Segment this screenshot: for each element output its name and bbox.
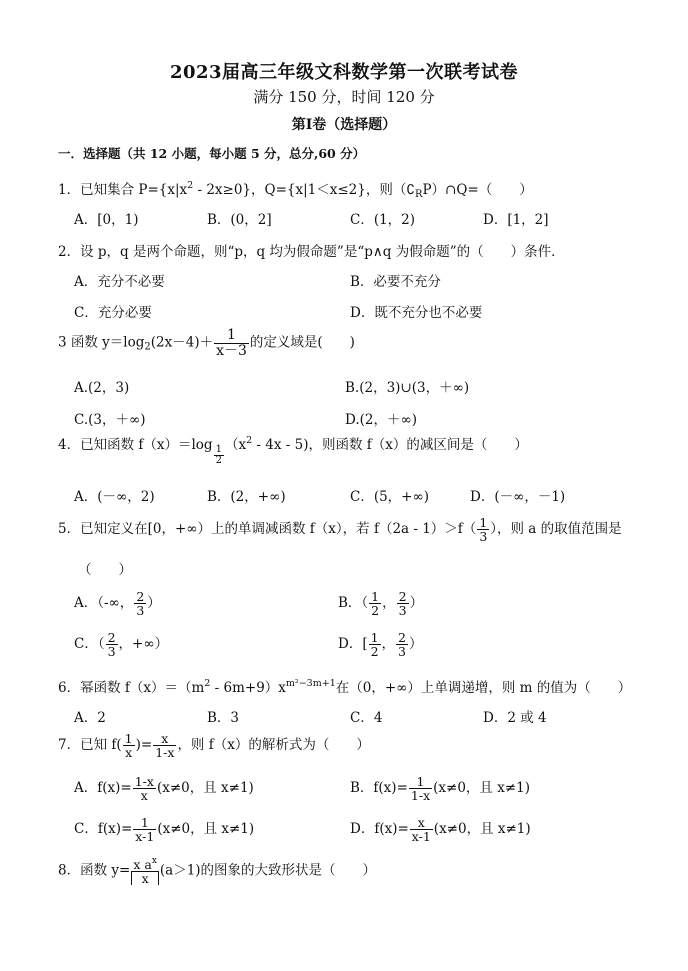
q4-option-b: B．(2，+∞) (207, 489, 286, 505)
exam-subtitle: 满分 150 分，时间 120 分 (253, 88, 435, 106)
q1-option-c: C．(1，2) (350, 212, 416, 228)
q5-fraction: $\frac{1}{3}$ (479, 515, 488, 545)
q1-option-b: B．(0，2] (207, 212, 272, 228)
question-2: 2．设 p，q 是两个命题，则“p，q 均为假命题”是“p∧q 为假命题”的（ ）条件． (58, 244, 565, 260)
q4-log-base: $\frac{1}{2}$ (215, 443, 222, 466)
q3-option-c: C.(3，＋∞) (74, 412, 146, 428)
q7-option-a: A．f(x)= $\frac{1-x}{x}$ (x≠0，且 x≠1) (74, 774, 254, 804)
question-5: 5．已知定义在[0，+∞）上的单调减函数 f（x），若 f（2a - 1）＞f（ $\frac{1}{3}$ ），则 a 的取值范围是 (58, 515, 622, 545)
section-heading: 一．选择题（共 12 小题，每小题 5 分，总分,60 分） (58, 146, 366, 161)
q6-option-d: D．2 或 4 (483, 710, 547, 726)
question-3: 3 函数 $y=\log_2(2x-4)+$ $\frac{1}{x-3}$ 的定义域是( ) (58, 327, 355, 359)
q4-option-c: C．(5，+∞) (350, 489, 430, 505)
q5-answer-blank: （ ） (78, 562, 132, 578)
q2-option-d: D．既不充分也不必要 (350, 305, 483, 321)
q2-option-b: B．必要不充分 (350, 274, 441, 290)
q4-option-a: A．(－∞，2) (74, 489, 155, 505)
question-8: 8．函数 y= $\frac{x a^x}{x}$ (a＞1)的图象的大致形状是（ ） (58, 856, 377, 887)
q2-option-a: A．充分不必要 (74, 274, 165, 290)
q7-option-d: D．f(x)= $\frac{x}{x-1}$ (x≠0，且 x≠1) (350, 815, 531, 845)
question-1: 1．已知集合 $P=\{x|x^2 - 2x\ge 0\}$，Q={x|1＜x≤2}，则$(∁_RP)\cap Q=$（ ） (58, 180, 533, 200)
q4-option-d: D．(－∞，－1) (470, 489, 566, 505)
q2-option-c: C．充分必要 (74, 305, 152, 321)
question-4: 4．已知函数 f（x）＝log $\frac{1}{2}$ $(x^2 - 4x - 5)$，则函数 f（x）的减区间是（ ） (58, 435, 528, 466)
q7-option-b: B．f(x)= $\frac{1}{1-x}$ (x≠0，且 x≠1) (350, 774, 530, 804)
q7-option-c: C．f(x)= $\frac{1}{x-1}$ (x≠0，且 x≠1) (74, 815, 255, 845)
q6-option-c: C．4 (350, 710, 383, 726)
q3-option-b: B.(2，3)∪(3，＋∞) (345, 380, 470, 396)
q8-fraction: $\frac{x a^x}{x}$ (133, 856, 157, 887)
exam-title: 2023届高三年级文科数学第一次联考试卷 (169, 62, 519, 83)
question-7: 7．已知 f( $\frac{1}{x}$ )= $\frac{x}{1-x}$ ，则 f（x）的解析式为（ ） (58, 731, 370, 761)
question-6: 6．幂函数 $f(x)=(m^2 - 6m+9)x^{m^2-3m+1}$在（0，+∞）上单调递增，则 m 的值为（ ） (58, 678, 632, 696)
q3-fraction: $\frac{1}{x-3}$ (216, 327, 247, 359)
q5-option-c: C．（ $\frac{2}{3}$ ，+∞） (74, 630, 169, 660)
q3-option-a: A.(2，3) (74, 380, 130, 396)
q5-option-b: B．（ $\frac{1}{2}$ ， $\frac{2}{3}$ ） (338, 589, 424, 619)
q6-option-a: A．2 (74, 710, 106, 726)
q1-option-d: D．[1，2] (483, 212, 549, 228)
q5-option-a: A．（-∞， $\frac{2}{3}$ ） (74, 589, 161, 619)
q3-option-d: D.(2，＋∞) (345, 412, 418, 428)
q6-option-b: B．3 (207, 710, 240, 726)
q1-option-a: A．[0，1) (74, 212, 139, 228)
q5-option-d: D．[ $\frac{1}{2}$ ， $\frac{2}{3}$ ） (338, 630, 423, 660)
part-heading: 第Ⅰ卷（选择题） (291, 117, 397, 133)
